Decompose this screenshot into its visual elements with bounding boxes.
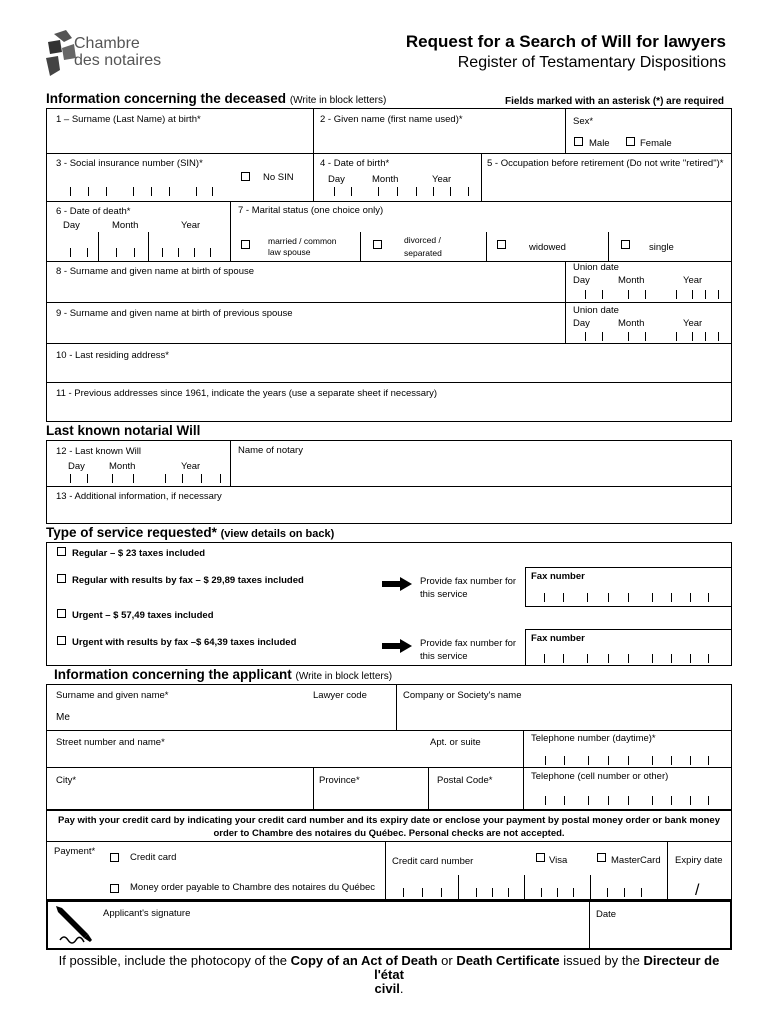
will-day-label: Day (68, 461, 85, 472)
will-section-heading: Last known notarial Will (46, 423, 201, 438)
no-sin-checkbox[interactable] (241, 172, 250, 181)
logo-line-2: des notaires (74, 52, 162, 69)
no-sin-label: No SIN (263, 172, 294, 183)
city-label: City* (56, 775, 77, 786)
service-section-heading: Type of service requested* (view details on back) (46, 525, 335, 540)
dod-day-label: Day (63, 220, 80, 231)
mastercard-label: MasterCard (611, 855, 661, 866)
provide-fax-label-2: Provide fax number for this service (420, 638, 517, 662)
phone-cell-label: Telephone (cell number or other) (531, 771, 669, 782)
dob-month-label: Month (372, 174, 399, 185)
urgent-fax-checkbox[interactable] (57, 636, 66, 645)
required-note: Fields marked with an asterisk (*) are required (505, 96, 724, 107)
money-order-label: Money order payable to Chambre des notaires du Québec (130, 882, 376, 893)
surname-input[interactable] (56, 132, 306, 148)
marital-label: 7 - Marital status (one choice only) (238, 205, 384, 216)
arrow-right-icon-2 (382, 639, 412, 658)
applicant-name-value[interactable]: Me (56, 712, 70, 723)
union-year-label-1: Year (683, 275, 703, 286)
single-checkbox[interactable] (621, 240, 630, 249)
card-number-label: Credit card number (392, 856, 474, 867)
credit-card-checkbox[interactable] (110, 853, 119, 862)
union-month-label-1: Month (618, 275, 645, 286)
given-name-input[interactable] (320, 132, 560, 148)
spouse-label: 8 - Surname and given name at birth of spouse (56, 266, 255, 277)
divorced-checkbox[interactable] (373, 240, 382, 249)
fax-number-label-1: Fax number (531, 571, 585, 582)
last-address-label: 10 - Last residing address* (56, 350, 170, 361)
occupation-input[interactable] (487, 178, 727, 194)
union-month-label-2: Month (618, 318, 645, 329)
dod-label: 6 - Date of death* (56, 206, 131, 217)
occupation-label: 5 - Occupation before retirement (Do not write "retired")* (487, 158, 724, 169)
dob-year-label: Year (432, 174, 452, 185)
married-checkbox[interactable] (241, 240, 250, 249)
widowed-label: widowed (529, 242, 566, 253)
last-will-label: 12 - Last known Will (56, 446, 142, 457)
pen-icon (54, 904, 96, 951)
female-checkbox[interactable] (626, 137, 635, 146)
union-day-label-2: Day (573, 318, 590, 329)
dob-label: 4 - Date of birth* (320, 158, 390, 169)
single-label: single (649, 242, 674, 253)
additional-info-input[interactable] (56, 505, 726, 521)
prev-spouse-label: 9 - Surname and given name at birth of previous spouse (56, 308, 293, 319)
visa-label: Visa (549, 855, 568, 866)
urgent-fax-label: Urgent with results by fax –$ 64,39 taxes included (72, 637, 297, 648)
logo-line-1: Chambre (74, 35, 140, 52)
expiry-separator: / (695, 882, 700, 899)
prev-spouse-input[interactable] (56, 323, 556, 339)
arrow-right-icon (382, 577, 412, 596)
visa-checkbox[interactable] (536, 853, 545, 862)
provide-fax-label-1: Provide fax number for this service (420, 576, 517, 600)
union-date-label-1: Union date (573, 262, 619, 273)
will-month-label: Month (109, 461, 136, 472)
deceased-section-heading: Information concerning the deceased (Write in block letters) (46, 91, 387, 106)
page-subtitle: Register of Testamentary Dispositions (457, 54, 726, 71)
sex-label: Sex* (573, 116, 594, 127)
sin-label: 3 - Social insurance number (SIN)* (56, 158, 203, 169)
male-checkbox[interactable] (574, 137, 583, 146)
regular-fax-checkbox[interactable] (57, 574, 66, 583)
last-address-input[interactable] (56, 364, 726, 380)
dod-year-label: Year (181, 220, 201, 231)
dob-day-label: Day (328, 174, 345, 185)
regular-checkbox[interactable] (57, 547, 66, 556)
payment-label: Payment* (54, 846, 96, 857)
logo-mark-icon (44, 28, 78, 80)
credit-card-label: Credit card (130, 852, 177, 863)
notary-input[interactable] (238, 464, 726, 480)
signature-label: Applicant's signature (103, 908, 191, 919)
female-label: Female (640, 138, 672, 149)
prev-addresses-label: 11 - Previous addresses since 1961, indicate the years (use a separate sheet if necessary) (56, 388, 438, 399)
widowed-checkbox[interactable] (497, 240, 506, 249)
footer-note: If possible, include the photocopy of the Copy of an Act of Death or Death Certificate issued by the Directeur de l'état civil. (58, 953, 720, 996)
male-label: Male (589, 138, 610, 149)
date-input[interactable] (596, 926, 726, 942)
street-label: Street number and name* (56, 737, 165, 748)
spouse-input[interactable] (56, 282, 556, 298)
divorced-label: divorced / separated (404, 235, 442, 258)
apt-label: Apt. or suite (430, 737, 481, 748)
surname-label: 1 – Surname (Last Name) at birth* (56, 114, 201, 125)
payment-instructions: Pay with your credit card by indicating your credit card number and its expiry date or enclose your payment by postal money order or bank money order to Chambre des notaires du Québec. Personal checks are not accepted. (57, 815, 720, 839)
applicant-name-label: Surname and given name* (56, 690, 169, 701)
married-label: married / common law spouse (268, 236, 337, 257)
expiry-date-label: Expiry date (675, 855, 723, 866)
given-name-label: 2 - Given name (first name used)* (320, 114, 463, 125)
phone-day-label: Telephone number (daytime)* (531, 733, 656, 744)
signature-field[interactable] (100, 920, 585, 946)
date-label: Date (596, 909, 617, 920)
will-year-label: Year (181, 461, 201, 472)
urgent-checkbox[interactable] (57, 609, 66, 618)
province-label: Province* (319, 775, 360, 786)
mastercard-checkbox[interactable] (597, 853, 606, 862)
additional-info-label: 13 - Additional information, if necessary (56, 491, 222, 502)
company-label: Company or Society's name (403, 690, 522, 701)
lawyer-code-label: Lawyer code (313, 690, 367, 701)
union-day-label-1: Day (573, 275, 590, 286)
logo (44, 28, 164, 80)
regular-label: Regular – $ 23 taxes included (72, 548, 206, 559)
postal-code-label: Postal Code* (437, 775, 493, 786)
fax-number-label-2: Fax number (531, 633, 585, 644)
urgent-label: Urgent – $ 57,49 taxes included (72, 610, 214, 621)
union-date-label-2: Union date (573, 305, 619, 316)
applicant-section-heading: Information concerning the applicant (Write in block letters) (54, 667, 393, 682)
regular-fax-label: Regular with results by fax – $ 29,89 taxes included (72, 575, 304, 586)
union-year-label-2: Year (683, 318, 703, 329)
dod-month-label: Month (112, 220, 139, 231)
prev-addresses-input[interactable] (56, 402, 726, 418)
notary-label: Name of notary (238, 445, 303, 456)
page-title: Request for a Search of Will for lawyers (405, 32, 726, 51)
money-order-checkbox[interactable] (110, 884, 119, 893)
company-input[interactable] (403, 710, 723, 726)
